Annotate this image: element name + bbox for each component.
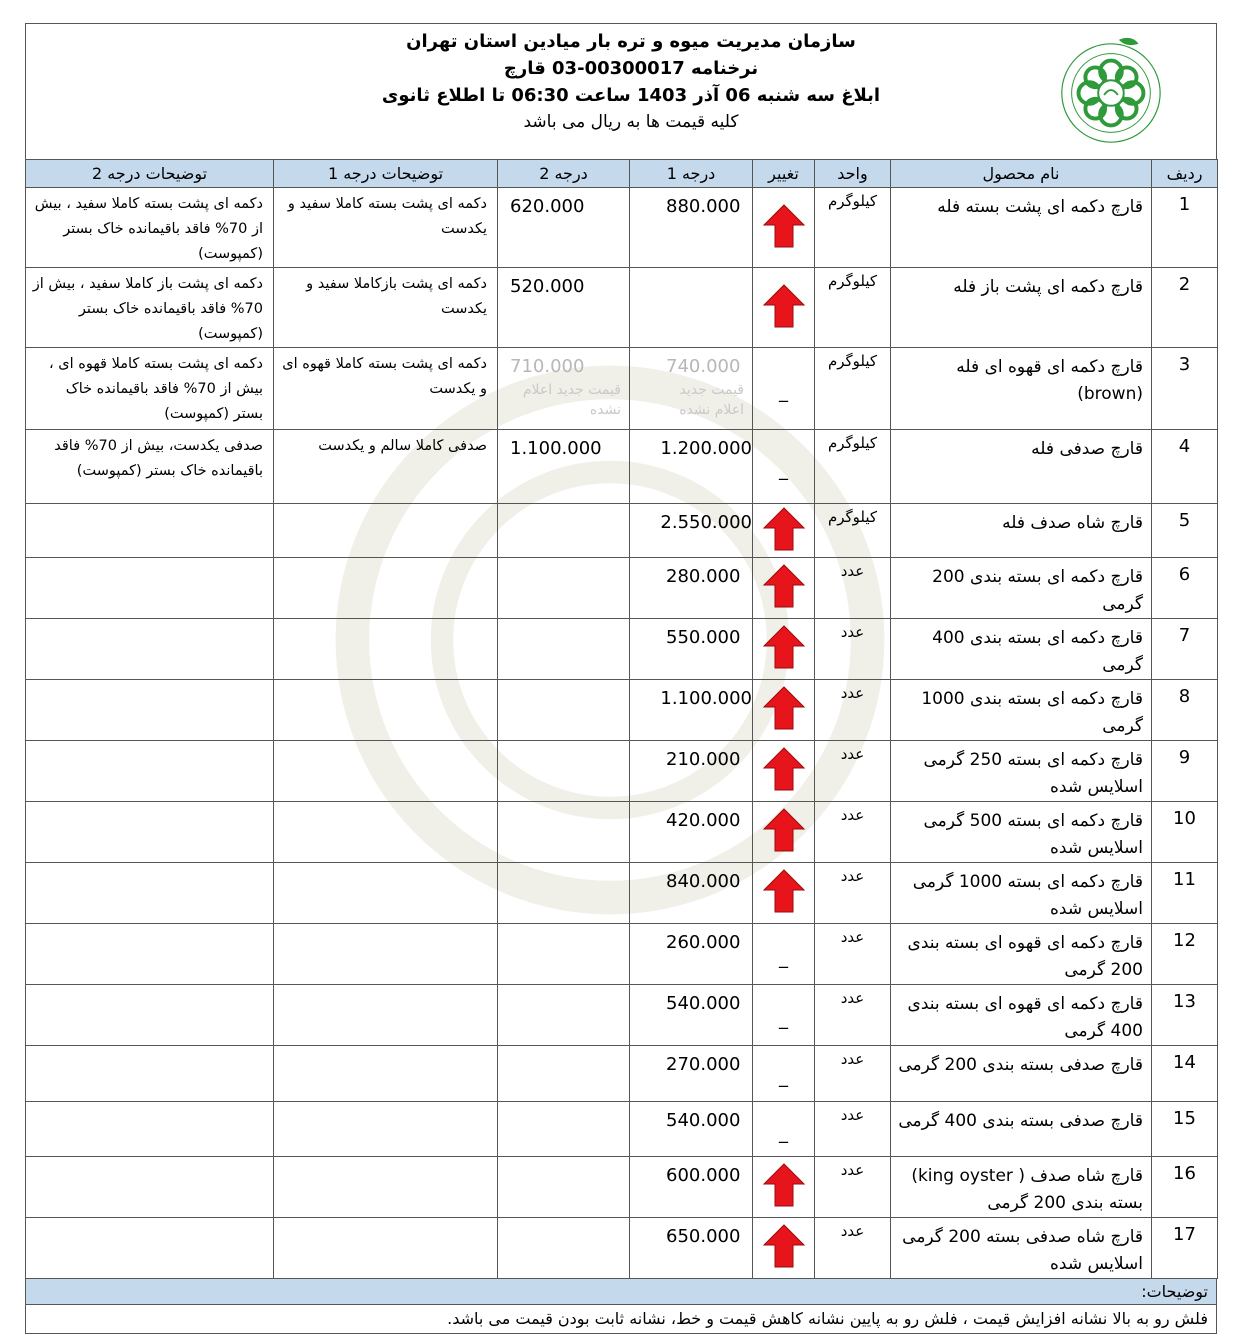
- document-header: [25, 23, 1217, 159]
- no-change-dash-icon: _: [779, 947, 788, 969]
- change-indicator: [753, 985, 815, 1046]
- product-name: قارچ دکمه ای قهوه ای بسته بندی 400 گرمی: [891, 985, 1152, 1046]
- grade1-value: 550.000: [666, 627, 741, 648]
- grade2-price: [498, 268, 630, 348]
- arrow-up-icon: [762, 624, 806, 670]
- unit: کیلوگرم: [815, 348, 891, 430]
- grade1-price: [630, 802, 753, 863]
- grade2-price: [498, 680, 630, 741]
- grade2-description: [26, 619, 274, 680]
- table-row: [26, 1157, 1218, 1218]
- row-index: 5: [1152, 504, 1218, 558]
- table-row: [26, 348, 1218, 430]
- change-indicator: [753, 1157, 815, 1218]
- table-row: [26, 504, 1218, 558]
- change-indicator: [753, 558, 815, 619]
- grade2-price: [498, 1157, 630, 1218]
- grade2-description: صدفی یکدست، بیش از 70% فاقد باقیمانده خاک بستر (کمپوست): [26, 430, 274, 504]
- grade1-description: [274, 1046, 498, 1102]
- grade1-value: 880.000: [666, 196, 741, 217]
- grade2-price: [498, 188, 630, 268]
- grade1-value: 1.100.000: [660, 688, 752, 709]
- no-change-dash-icon: _: [779, 382, 788, 403]
- unit: عدد: [815, 741, 891, 802]
- grade2-description: دکمه ای پشت بسته کاملا قهوه ای ، بیش از 70% فاقد باقیمانده خاک بستر (کمپوست): [26, 348, 274, 430]
- grade2-description: [26, 1157, 274, 1218]
- grade1-value: 270.000: [666, 1054, 741, 1075]
- table-row: [26, 863, 1218, 924]
- grade2-price: [498, 1046, 630, 1102]
- arrow-up-icon: [762, 807, 806, 853]
- row-index: 16: [1152, 1157, 1218, 1218]
- table-row: [26, 680, 1218, 741]
- grade1-value: 420.000: [666, 810, 741, 831]
- row-index: 17: [1152, 1218, 1218, 1279]
- table-row: [26, 1102, 1218, 1157]
- product-name: قارچ صدفی بسته بندی 400 گرمی: [891, 1102, 1152, 1157]
- grade1-price: [630, 188, 753, 268]
- col-header-desc1: توضیحات درجه 1: [274, 160, 498, 188]
- grade1-description: [274, 680, 498, 741]
- change-indicator: [753, 430, 815, 504]
- row-index: 7: [1152, 619, 1218, 680]
- grade1-price: [630, 1157, 753, 1218]
- col-header-name: نام محصول: [891, 160, 1152, 188]
- product-name: قارچ دکمه ای بسته 1000 گرمی اسلایس شده: [891, 863, 1152, 924]
- row-index: 14: [1152, 1046, 1218, 1102]
- grade2-description: [26, 1046, 274, 1102]
- grade1-value: 650.000: [666, 1226, 741, 1247]
- product-name: قارچ دکمه ای قهوه ای بسته بندی 200 گرمی: [891, 924, 1152, 985]
- product-name: قارچ دکمه ای بسته بندی 400 گرمی: [891, 619, 1152, 680]
- grade2-price: [498, 504, 630, 558]
- grade2-value: 1.100.000: [510, 438, 602, 459]
- grade2-note: قیمت جدید اعلام نشده: [522, 382, 621, 418]
- grade1-description: [274, 985, 498, 1046]
- unit: عدد: [815, 558, 891, 619]
- no-change-dash-icon: _: [779, 1008, 788, 1030]
- product-name: قارچ دکمه ای قهوه ای فله (brown): [891, 348, 1152, 430]
- unit: عدد: [815, 1157, 891, 1218]
- no-change-dash-icon: _: [779, 1122, 788, 1144]
- product-name: قارچ صدفی بسته بندی 200 گرمی: [891, 1046, 1152, 1102]
- row-index: 11: [1152, 863, 1218, 924]
- grade1-value: 740.000: [666, 356, 741, 377]
- grade1-price: [630, 1218, 753, 1279]
- unit: کیلوگرم: [815, 268, 891, 348]
- grade1-value: 2.550.000: [660, 512, 752, 533]
- grade2-description: [26, 802, 274, 863]
- arrow-up-icon: [762, 283, 806, 329]
- change-indicator: [753, 863, 815, 924]
- change-indicator: [753, 348, 815, 430]
- grade1-description: [274, 802, 498, 863]
- col-header-grade1: درجه 1: [630, 160, 753, 188]
- change-indicator: [753, 924, 815, 985]
- grade2-price: [498, 558, 630, 619]
- change-indicator: [753, 619, 815, 680]
- arrow-up-icon: [762, 685, 806, 731]
- unit: عدد: [815, 802, 891, 863]
- grade2-price: [498, 924, 630, 985]
- product-name: قارچ شاه صدف فله: [891, 504, 1152, 558]
- grade1-description: [274, 619, 498, 680]
- col-header-change: تغییر: [753, 160, 815, 188]
- product-name: قارچ دکمه ای بسته 500 گرمی اسلایس شده: [891, 802, 1152, 863]
- arrow-up-icon: [762, 1223, 806, 1269]
- arrow-up-icon: [762, 203, 806, 249]
- unit: عدد: [815, 985, 891, 1046]
- price-table: [25, 159, 1218, 1279]
- table-row: [26, 268, 1218, 348]
- grade1-description: [274, 1157, 498, 1218]
- grade1-description: [274, 741, 498, 802]
- row-index: 13: [1152, 985, 1218, 1046]
- grade2-price: [498, 1218, 630, 1279]
- row-index: 6: [1152, 558, 1218, 619]
- row-index: 2: [1152, 268, 1218, 348]
- row-index: 15: [1152, 1102, 1218, 1157]
- unit: عدد: [815, 1218, 891, 1279]
- change-indicator: [753, 188, 815, 268]
- price-list-document: [25, 23, 1217, 1334]
- grade2-description: [26, 985, 274, 1046]
- grade1-description: دکمه ای پشت بسته کاملا قهوه ای و یکدست: [274, 348, 498, 430]
- grade2-description: [26, 924, 274, 985]
- grade1-value: 210.000: [666, 749, 741, 770]
- table-row: [26, 741, 1218, 802]
- grade2-description: [26, 1218, 274, 1279]
- grade1-price: [630, 268, 753, 348]
- table-row: [26, 924, 1218, 985]
- row-index: 4: [1152, 430, 1218, 504]
- org-title: سازمان مدیریت میوه و تره بار میادین استان تهران: [406, 31, 856, 52]
- grade2-price: [498, 430, 630, 504]
- grade1-description: صدفی کاملا سالم و یکدست: [274, 430, 498, 504]
- grade1-price: [630, 504, 753, 558]
- grade2-price: [498, 348, 630, 430]
- unit: کیلوگرم: [815, 504, 891, 558]
- change-indicator: [753, 741, 815, 802]
- product-name: قارچ دکمه ای بسته بندی 200 گرمی: [891, 558, 1152, 619]
- grade2-price: [498, 741, 630, 802]
- table-row: [26, 619, 1218, 680]
- unit: عدد: [815, 619, 891, 680]
- table-row: [26, 802, 1218, 863]
- table-row: [26, 430, 1218, 504]
- grade1-description: [274, 863, 498, 924]
- grade1-description: دکمه ای پشت بسته کاملا سفید و یکدست: [274, 188, 498, 268]
- unit: عدد: [815, 863, 891, 924]
- grade1-note: قیمت جدید اعلام نشده: [679, 382, 744, 418]
- grade2-value: 710.000: [510, 356, 585, 377]
- no-change-dash-icon: _: [779, 1067, 788, 1088]
- table-header-row: [26, 160, 1218, 188]
- grade1-description: [274, 924, 498, 985]
- grade1-price: [630, 348, 753, 430]
- grade1-price: [630, 558, 753, 619]
- col-header-index: ردیف: [1152, 160, 1218, 188]
- grade1-description: [274, 558, 498, 619]
- grade2-price: [498, 619, 630, 680]
- change-indicator: [753, 680, 815, 741]
- col-header-unit: واحد: [815, 160, 891, 188]
- col-header-grade2: درجه 2: [498, 160, 630, 188]
- product-name: قارچ دکمه ای پشت باز فله: [891, 268, 1152, 348]
- grade2-price: [498, 802, 630, 863]
- change-indicator: [753, 268, 815, 348]
- notes-text: فلش رو به بالا نشانه افزایش قیمت ، فلش رو به پایین نشانه کاهش قیمت و خط، نشانه ثابت بودن قیمت می باشد.: [25, 1305, 1217, 1334]
- change-indicator: [753, 1046, 815, 1102]
- arrow-up-icon: [762, 746, 806, 792]
- arrow-up-icon: [762, 1162, 806, 1208]
- grade1-price: [630, 985, 753, 1046]
- change-indicator: [753, 1102, 815, 1157]
- product-name: قارچ صدفی فله: [891, 430, 1152, 504]
- arrow-up-icon: [762, 563, 806, 609]
- grade2-value: 520.000: [510, 276, 585, 297]
- grade2-description: [26, 680, 274, 741]
- arrow-up-icon: [762, 506, 806, 552]
- arrow-up-icon: [762, 868, 806, 914]
- col-header-desc2: توضیحات درجه 2: [26, 160, 274, 188]
- grade1-value: 260.000: [666, 932, 741, 953]
- product-name: قارچ دکمه ای پشت بسته فله: [891, 188, 1152, 268]
- currency-note: کلیه قیمت ها به ریال می باشد: [523, 112, 739, 132]
- grade1-price: [630, 863, 753, 924]
- row-index: 10: [1152, 802, 1218, 863]
- grade1-description: [274, 504, 498, 558]
- grade2-value: 620.000: [510, 196, 585, 217]
- product-name: قارچ دکمه ای بسته بندی 1000 گرمی: [891, 680, 1152, 741]
- unit: کیلوگرم: [815, 430, 891, 504]
- grade2-description: دکمه ای پشت باز کاملا سفید ، بیش از 70% فاقد باقیمانده خاک بستر (کمپوست): [26, 268, 274, 348]
- grade2-description: [26, 741, 274, 802]
- unit: عدد: [815, 1102, 891, 1157]
- change-indicator: [753, 504, 815, 558]
- change-indicator: [753, 802, 815, 863]
- grade1-value: 540.000: [666, 1110, 741, 1131]
- change-indicator: [753, 1218, 815, 1279]
- grade2-description: [26, 504, 274, 558]
- grade1-value: 280.000: [666, 566, 741, 587]
- grade1-description: [274, 1218, 498, 1279]
- table-row: [26, 558, 1218, 619]
- table-body: [26, 188, 1218, 1279]
- table-row: [26, 1218, 1218, 1279]
- unit: کیلوگرم: [815, 188, 891, 268]
- grade1-price: [630, 1102, 753, 1157]
- no-change-dash-icon: _: [779, 460, 788, 481]
- grade1-value: 600.000: [666, 1165, 741, 1186]
- header-text-block: [26, 28, 1216, 136]
- row-index: 1: [1152, 188, 1218, 268]
- row-index: 8: [1152, 680, 1218, 741]
- grade1-price: [630, 741, 753, 802]
- product-name: قارچ دکمه ای بسته 250 گرمی اسلایس شده: [891, 741, 1152, 802]
- grade1-price: [630, 619, 753, 680]
- unit: عدد: [815, 1046, 891, 1102]
- grade1-description: [274, 1102, 498, 1157]
- product-name: قارچ شاه صدف ( king oyster) بسته بندی 200 گرمی: [891, 1157, 1152, 1218]
- grade1-description: دکمه ای پشت بازکاملا سفید و یکدست: [274, 268, 498, 348]
- product-name: قارچ شاه صدفی بسته 200 گرمی اسلایس شده: [891, 1218, 1152, 1279]
- row-index: 9: [1152, 741, 1218, 802]
- grade2-description: [26, 1102, 274, 1157]
- table-row: [26, 1046, 1218, 1102]
- grade2-description: دکمه ای پشت بسته کاملا سفید ، بیش از 70% فاقد باقیمانده خاک بستر (کمپوست): [26, 188, 274, 268]
- unit: عدد: [815, 924, 891, 985]
- grade1-price: [630, 430, 753, 504]
- table-row: [26, 985, 1218, 1046]
- table-row: [26, 188, 1218, 268]
- grade2-description: [26, 558, 274, 619]
- price-list-number: نرخنامه 00300017-03 قارچ: [503, 58, 759, 79]
- grade1-value: 1.200.000: [660, 438, 752, 459]
- announcement-date: ابلاغ سه شنبه 06 آذر 1403 ساعت 06:30 تا اطلاع ثانوی: [381, 85, 881, 106]
- unit: عدد: [815, 680, 891, 741]
- notes-label: توضیحات:: [25, 1279, 1217, 1305]
- grade1-price: [630, 924, 753, 985]
- row-index: 3: [1152, 348, 1218, 430]
- grade1-value: 840.000: [666, 871, 741, 892]
- grade2-price: [498, 863, 630, 924]
- grade2-description: [26, 863, 274, 924]
- row-index: 12: [1152, 924, 1218, 985]
- grade1-price: [630, 680, 753, 741]
- grade1-value: 540.000: [666, 993, 741, 1014]
- grade2-price: [498, 1102, 630, 1157]
- grade2-price: [498, 985, 630, 1046]
- grade1-price: [630, 1046, 753, 1102]
